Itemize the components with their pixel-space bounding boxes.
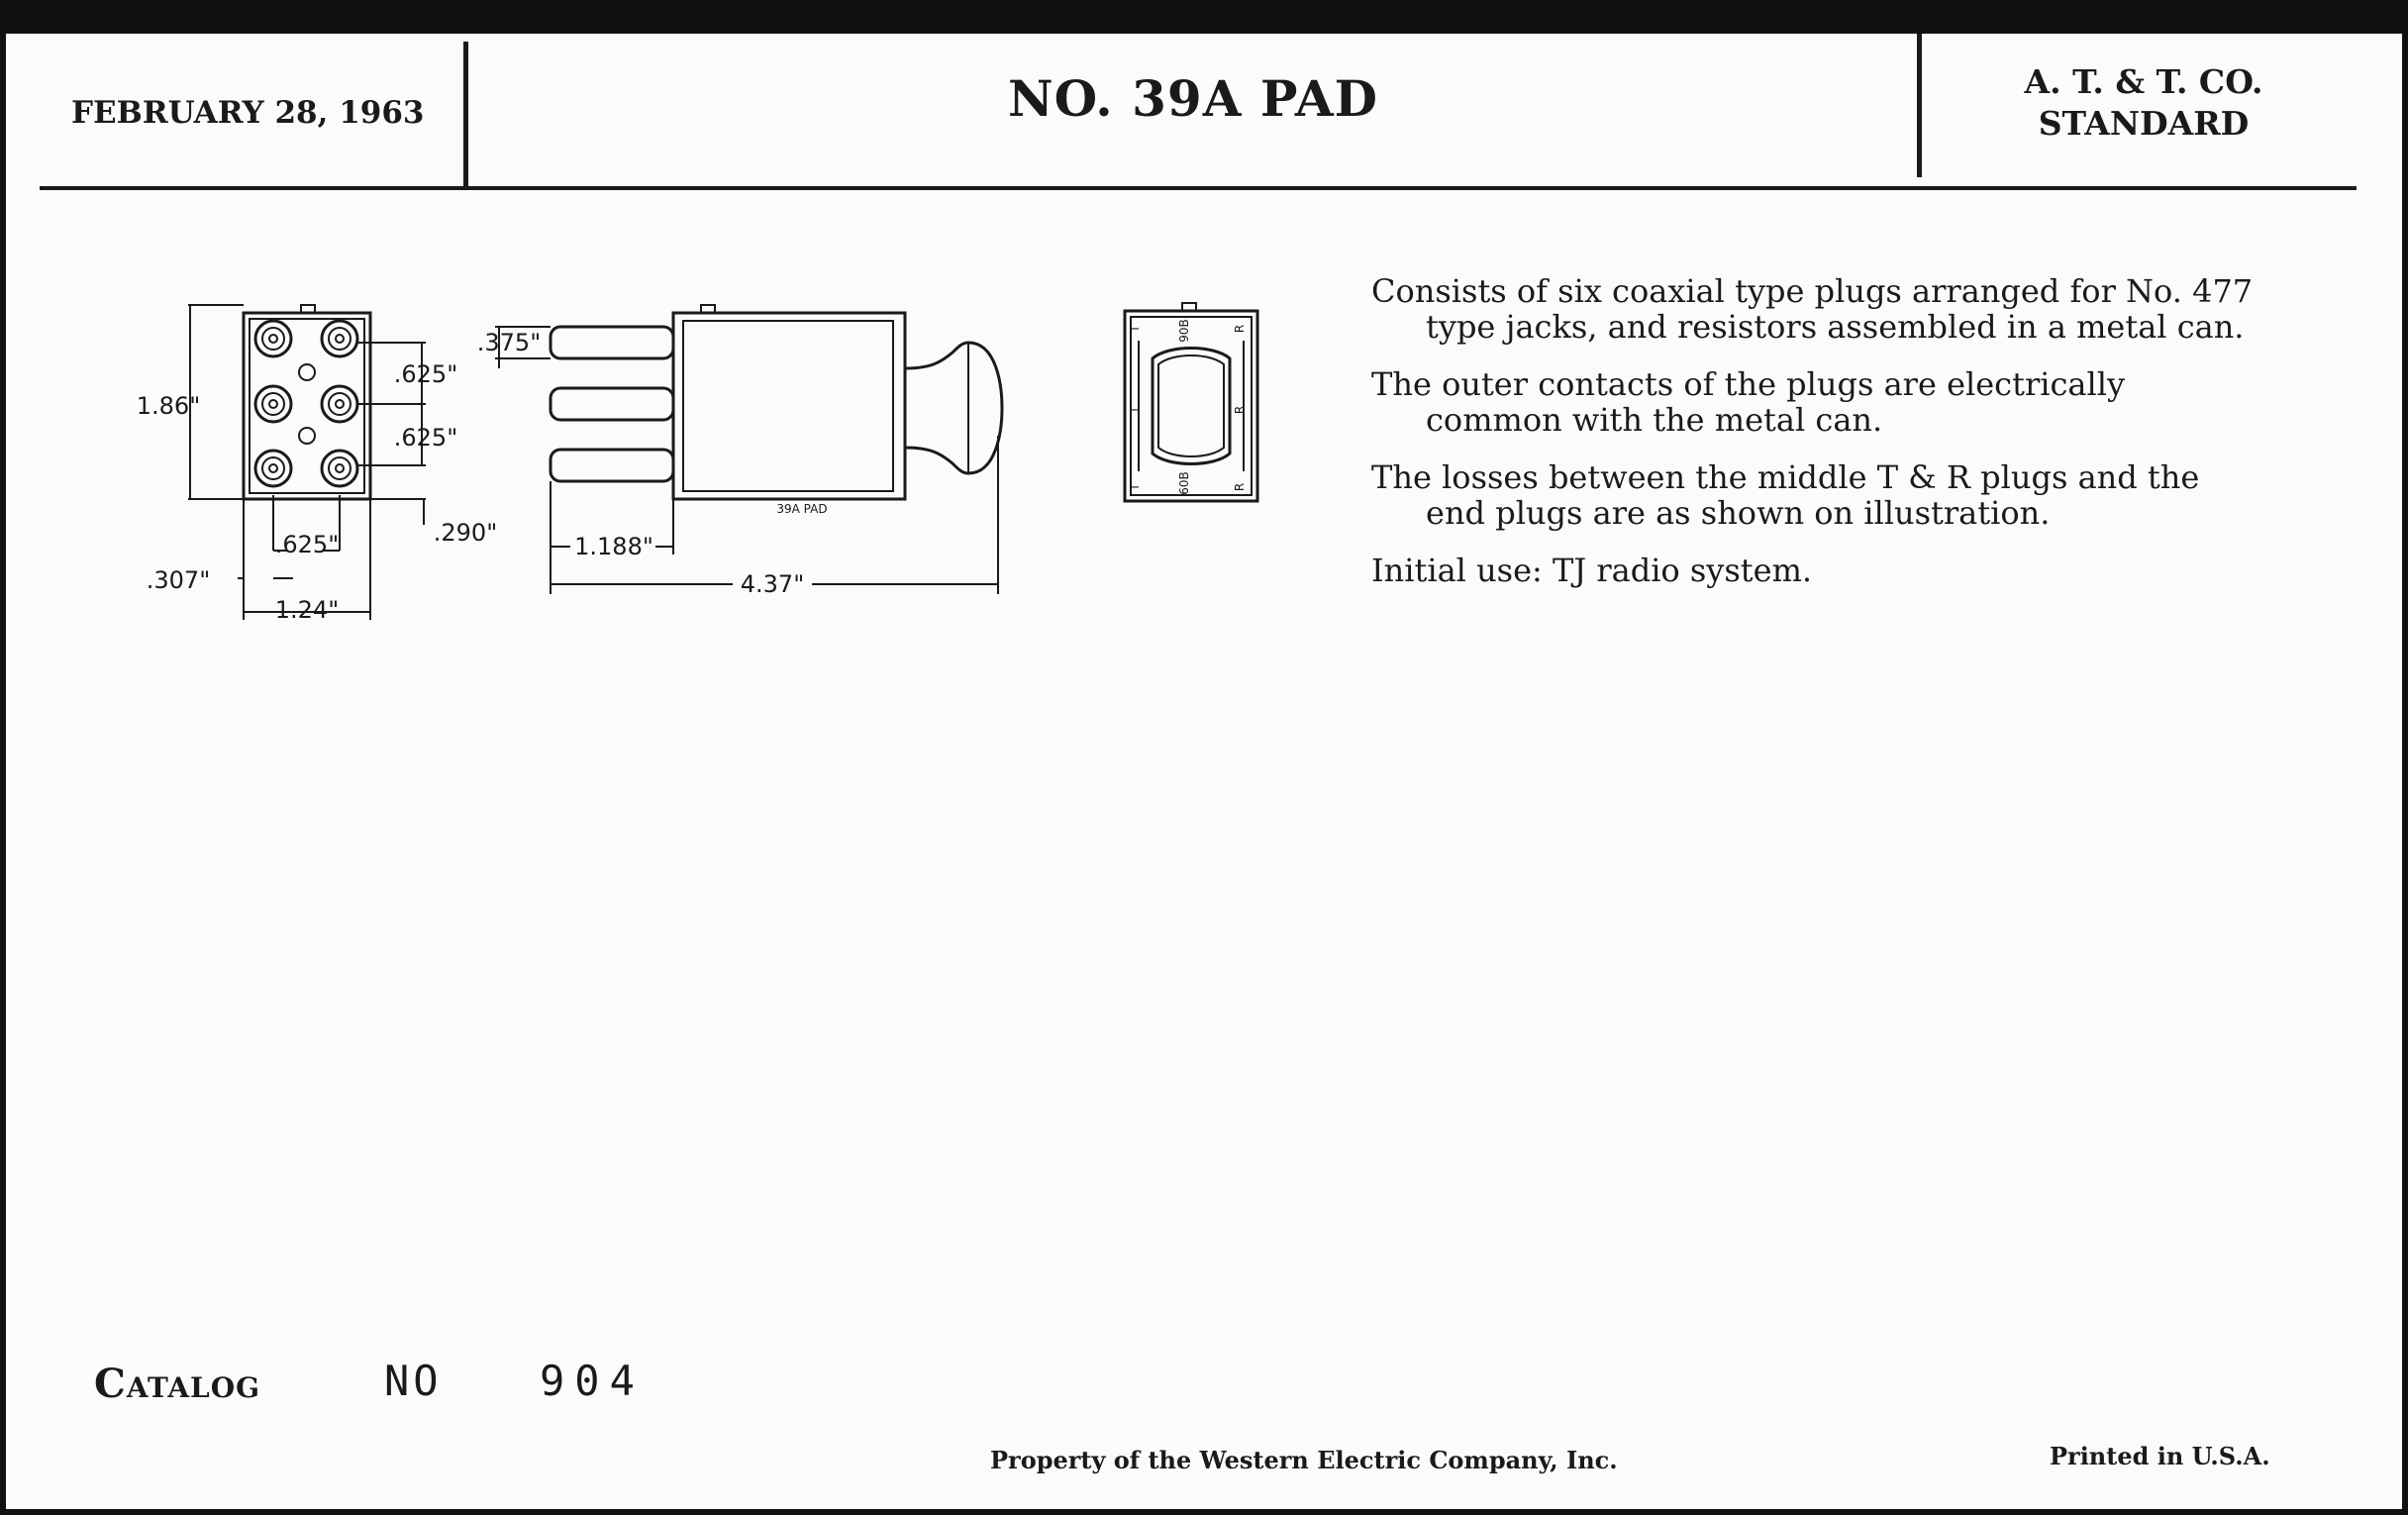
standard-line-2: STANDARD (2038, 104, 2250, 143)
dim-overall-length-label: 4.37" (740, 570, 805, 598)
printed-notice: Printed in U.S.A. (2050, 1442, 2270, 1470)
end-label-t-top: T (1128, 325, 1142, 333)
description (1371, 273, 2262, 610)
dim-bottom-offset-label: .290" (433, 519, 498, 547)
plug-face-3 (255, 386, 291, 422)
plug-face-6 (322, 451, 357, 486)
standard-line-1: A. T. & T. CO. (2024, 62, 2263, 101)
plug-face-1 (255, 321, 291, 356)
description-paragraph: The losses between the middle T & R plugs and the end plugs are as shown on illustration. (1371, 458, 2200, 532)
guide-hole-upper (299, 364, 315, 380)
side-view (551, 305, 1002, 499)
dim-spacing-upper-label: .625" (393, 360, 458, 388)
front-view-dimensions (188, 305, 426, 620)
description-paragraph: Initial use: TJ radio system. (1371, 552, 1813, 589)
plug-barrel-bottom (551, 450, 673, 481)
page-title: NO. 39A PAD (1007, 69, 1379, 128)
dim-spacing-lower-label: .625" (393, 424, 458, 452)
end-label-t-bottom: T (1128, 483, 1142, 491)
catalog-no-label: NO (384, 1357, 443, 1405)
handle-inner (1158, 355, 1224, 456)
end-label-r-mid: R (1233, 405, 1247, 415)
plug-face-2 (322, 321, 357, 356)
plug-barrel-middle (551, 388, 673, 420)
dim-plug-top-label: .375" (476, 329, 542, 356)
front-view-inner (250, 319, 364, 493)
plug-face-5 (255, 451, 291, 486)
description-paragraph: The outer contacts of the plugs are electrically common with the metal can. (1371, 365, 2126, 439)
end-label-r-bottom: R (1233, 482, 1247, 492)
can-body-inner (683, 321, 893, 491)
end-label-db-bottom: 60B (1177, 471, 1191, 495)
plug-face-4 (322, 386, 357, 422)
pull-handle (905, 343, 1002, 473)
property-notice: Property of the Western Electric Company, Inc. (990, 1446, 1618, 1474)
can-body (673, 313, 905, 499)
catalog-label: Catalog (94, 1361, 261, 1407)
catalog-number: 904 (540, 1357, 645, 1405)
description-paragraph: Consists of six coaxial type plugs arranged for No. 477 type jacks, and resistors assembled in a metal can. (1371, 272, 2254, 346)
front-view (244, 305, 370, 499)
end-label-db-top: 90B (1177, 319, 1191, 343)
guide-hole-lower (299, 428, 315, 444)
dim-width-label: 1.24" (274, 596, 340, 624)
dim-left-offset-label: .307" (146, 566, 211, 594)
dim-height-label: 1.86" (136, 392, 201, 420)
dim-plug-spacing-label: .625" (274, 531, 340, 558)
end-label-t-mid: T (1128, 406, 1142, 414)
dim-plug-length-label: 1.188" (574, 533, 653, 560)
plug-barrel-top (551, 327, 673, 358)
end-label-r-top: R (1233, 324, 1247, 334)
card-date: FEBRUARY 28, 1963 (71, 95, 425, 131)
handle-outline (1153, 349, 1230, 464)
body-marking: 39A PAD (776, 502, 828, 516)
